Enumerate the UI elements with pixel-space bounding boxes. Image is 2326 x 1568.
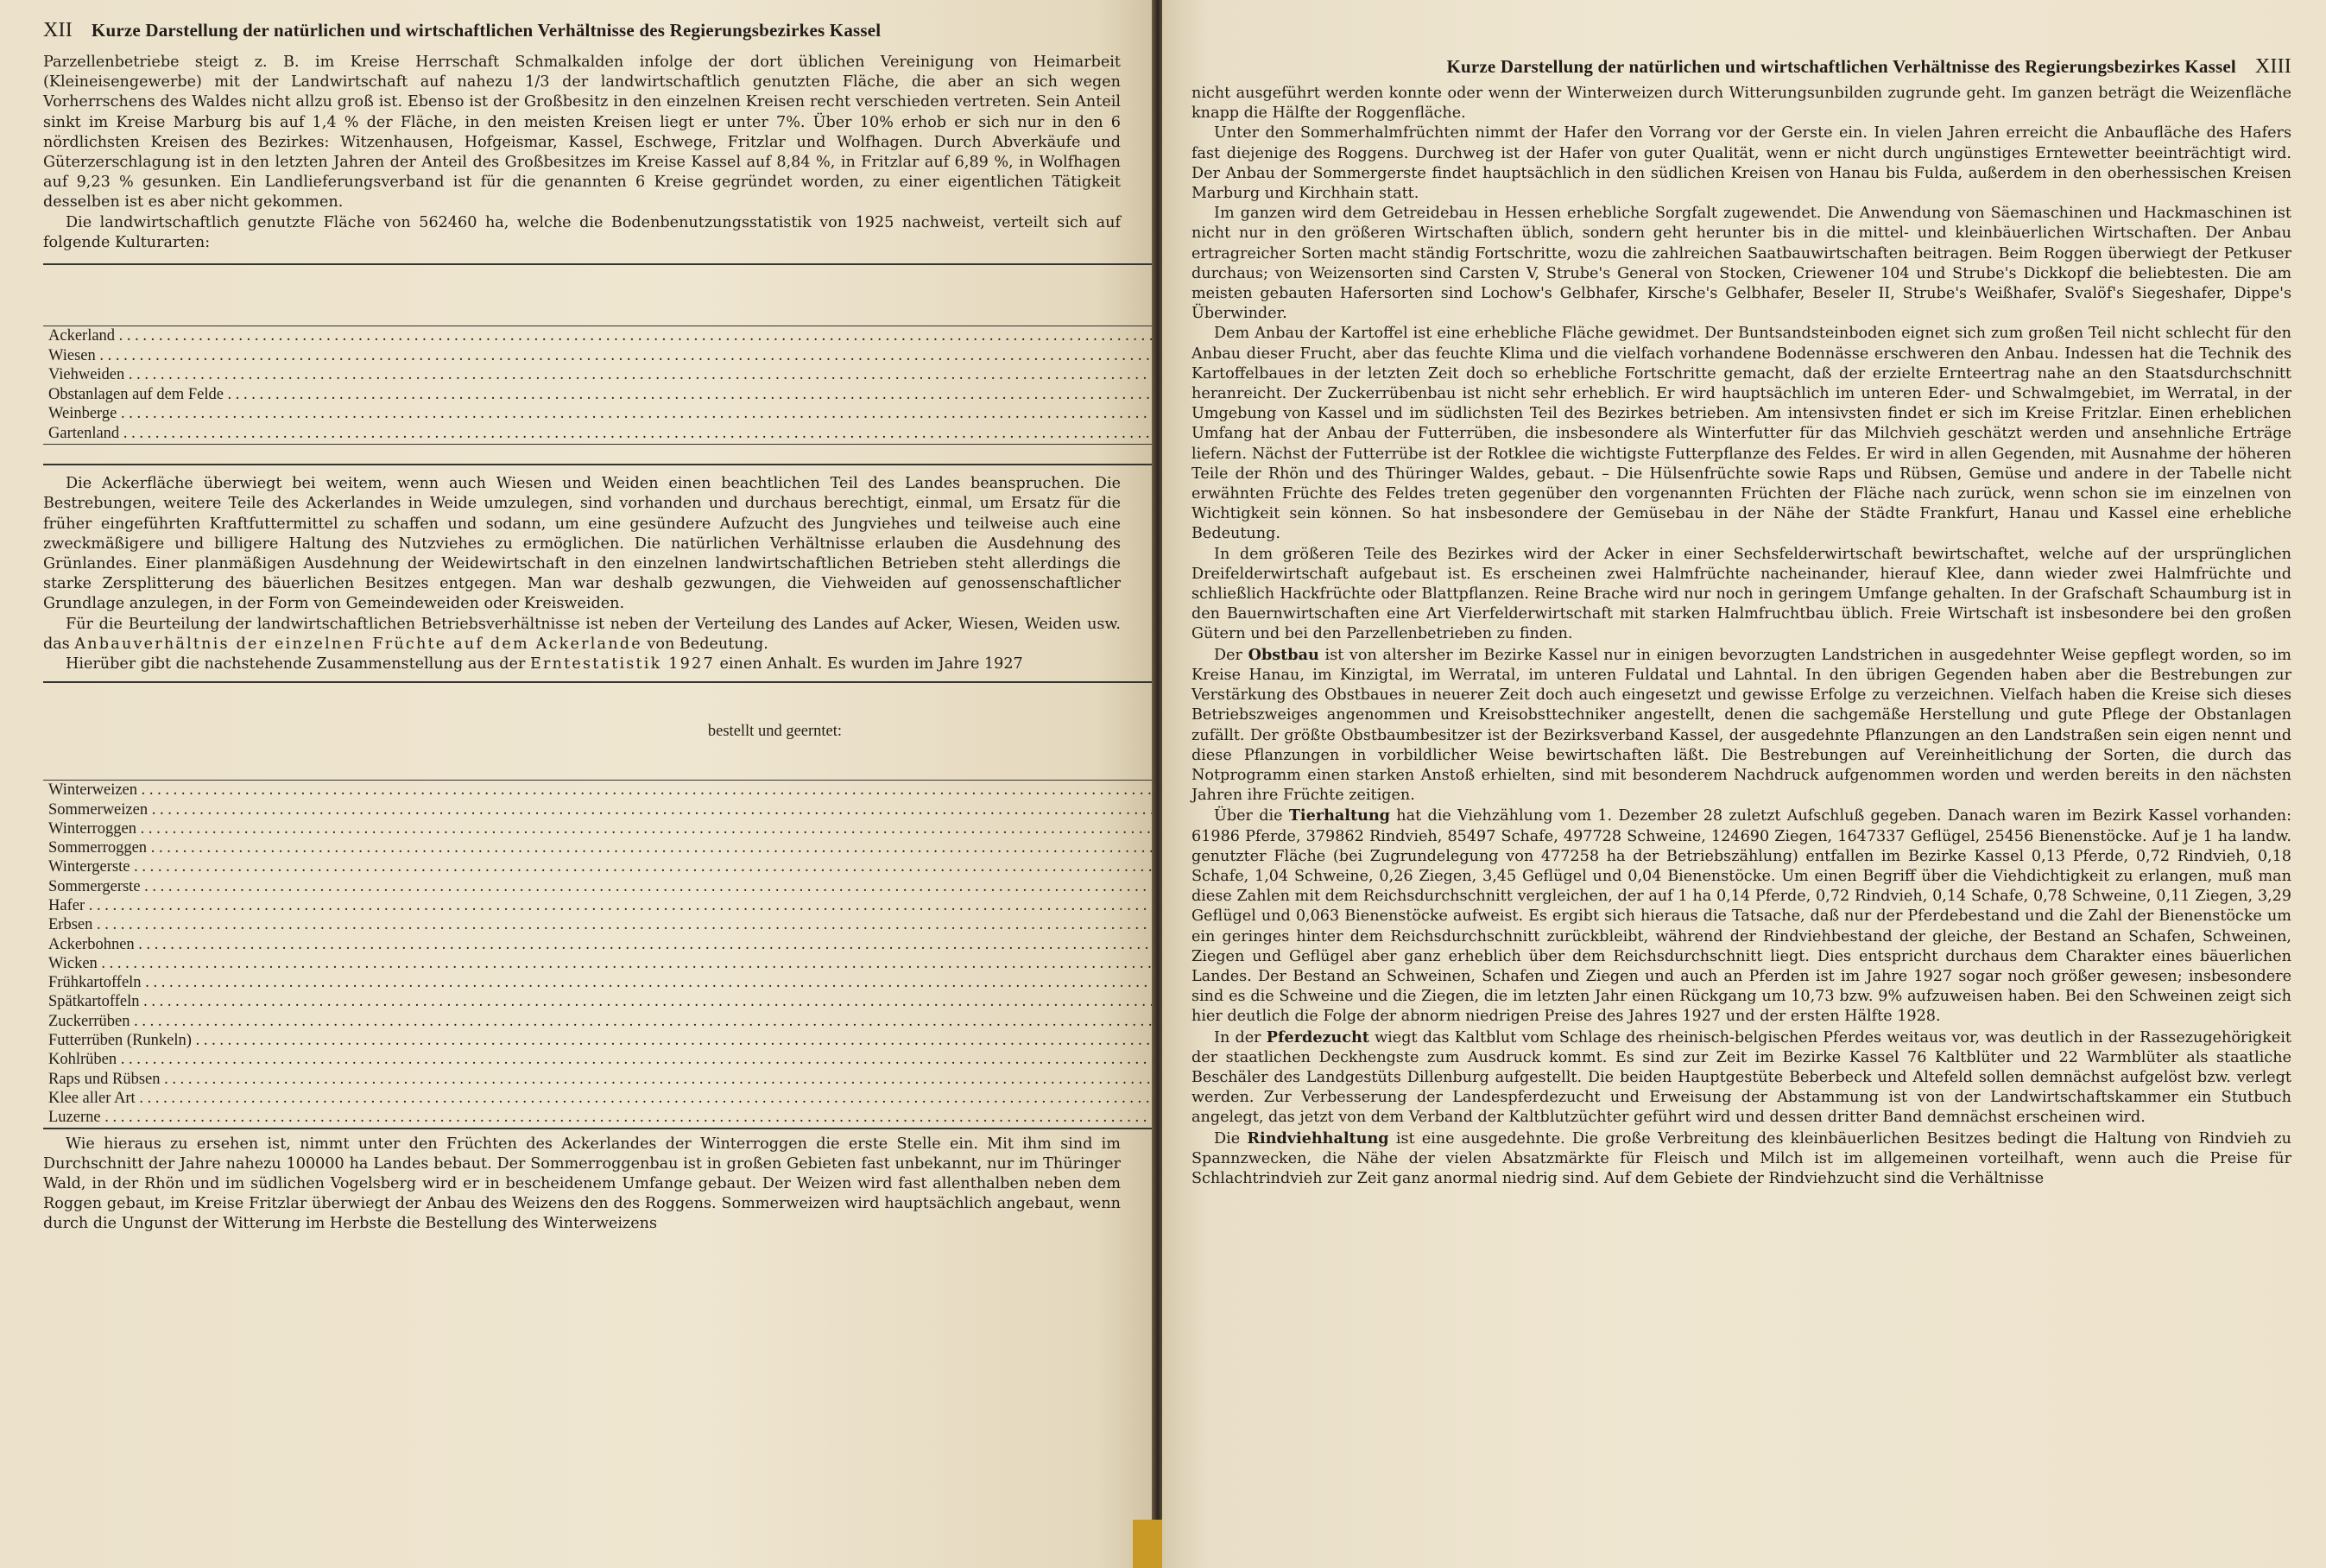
land-use-label: Viehweiden . . . [43,365,1155,385]
harvest-crop: Frühkartoffeln . . . [43,973,1155,992]
harvest-row [43,1070,1155,1089]
harvest-crop: Winterweizen . . . [43,781,1155,800]
land-use-label: Gartenland . . . [43,424,1155,444]
land-use-label: Ackerland . . . [43,326,1155,346]
sum-label [43,444,1155,465]
harvest-row [43,1031,1155,1050]
right-page-number: XIII [2254,55,2291,78]
right-paragraph-3: Im ganzen wird dem Getreidebau in Hessen erhebliche Sorgfalt zugewendet. Die Anwendung von Säemaschinen und Hackmaschinen ist nicht nur in den größeren Wirtschaften üblich, sondern geht herunter bis in die mittel- und kleinbäuerlichen Wirtschaften. Der Anbau ertragreicher Sorten macht ständig Fortschritte, wozu die zahlreichen Saatbauwirtschaften beitragen. Beim Roggen überwiegt der Petkuser durchaus; von Weizensorten sind Carsten V, Strube's General von Stocken, Criewener 104 und Strube's Dickkopf die beliebtesten. Die am meisten gebauten Hafersorten sind Lochow's Gelbhafer, Kirsche's Gelbhafer, Beseler II, Strube's Weißhafer, Svalöf's Siegeshafer, Dippe's Überwinder. [1191,205,2291,323]
harvest-crop: Wintergerste . . . [43,857,1155,876]
harvest-row [43,857,1155,876]
harvest-crop: Wicken . . . [43,954,1155,973]
harvest-crop: Spätkartoffeln . . . [43,992,1155,1011]
harvest-row [43,992,1155,1011]
harvest-row [43,973,1155,992]
harvest-crop: Hafer . . . [43,896,1155,915]
land-use-row [43,365,1155,385]
harvest-crop: Winterroggen . . . [43,819,1155,838]
harvest-crop: Ackerbohnen . . . [43,935,1155,954]
land-use-sum-row [43,444,1155,465]
left-running-title: Kurze Darstellung der natürlichen und wirtschaftlichen Verhältnisse des Regierungsbezirkes Kassel [91,20,882,41]
harvest-row [43,1050,1155,1069]
land-use-row [43,326,1155,346]
land-use-row [43,385,1155,405]
left-paragraph-2: Die landwirtschaftlich genutzte Fläche von 562460 ha, welche die Bodenbenutzungsstatistik von 1925 nachweist, verteilt sich auf folgende Kulturarten: [43,213,1121,251]
right-paragraph-5: In dem größeren Teile des Bezirkes wird der Acker in einer Sechsfelderwirtschaft bewirtschaftet, welche auf der ursprünglichen Dreifelderwirtschaft aufgebaut ist. Es erscheinen zwei Halmfrüchte nacheinander, hierauf Klee, dann wieder zwei Halmfrüchte und schließlich Hackfrüchte oder Blattpflanzen. Reine Brache wird nur noch in geringem Umfange gehalten. In der Grafschaft Schaumburg ist in den Bauernwirtschaften eine Art Vierfelderwirtschaft mit starken Halmfruchtbau üblich. Freie Wirtschaft ist insbesondere bei den großen Gütern und bei den Parzellenbetrieben zu finden. [1191,545,2291,643]
harvest-crop: Luzerne . . . [43,1108,1155,1128]
left-page [0,0,1155,1568]
land-use-label: Wiesen . . . [43,346,1155,366]
left-paragraph-1: Parzellenbetriebe steigt z. B. im Kreise Herrschaft Schmalkalden infolge der dort üblichen Vereinigung von Heimarbeit (Kleineisengewerbe) mit der Landwirtschaft auf nahezu 1/3 der landwirtschaftlich genutzten Fläche, die aber an sich wegen Vorherrschens des Waldes nicht allzu groß ist. Ebenso ist der Großbesitz in den einzelnen Kreisen recht verschieden vertreten. Sein Anteil sinkt im Kreise Marburg bis auf 1,4 % der Fläche, in den meisten Kreisen liegt er unter 7%. Über 10% erhob er sich nur in den 6 nördlichsten Kreisen des Bezirkes: Witzenhausen, Hofgeismar, Kassel, Eschwege, Fritzlar und Wolfhagen. Durch Abverkäufe und Güterzerschlagung ist in den letzten Jahren der Anteil des Großbesitzes im Kreise Kassel auf 8,84 %, in Fritzlar auf 6,89 %, in Wolfhagen auf 9,23 % gesunken. Ein Landlieferungsverband ist für die genannten 6 Kreise gegründet worden, zu einer eigentlichen Tätigkeit desselben ist es aber nicht gekommen. [43,54,1121,212]
right-paragraph-6: Der Obstbau ist von altersher im Bezirke Kassel nur in einigen bevorzugten Landstrichen in ausgedehnter Weise gepflegt worden, so im Kreise Hanau, im Kinzigtal, im Werratal, im unteren Fuldatal und Lahntal. In den übrigen Gegenden haben aber die Bestrebungen zur Verstärkung des Obstbaues in neuerer Zeit doch auch eingesetzt und gewisse Erfolge zu verzeichnen. Vielfach haben die Kreise sich dieses Betriebszweiges angenommen und Kreisobsttechniker angestellt, denen die sachgemäße Herstellung und gute Pflege der Obstanlagen zufällt. Der größte Obstbaumbesitzer ist der Bezirksverband Kassel, der ausgedehnte Pflanzungen an den Landstraßen sein eigen nennt und diese Pflanzungen in vorbildlicher Weise bewirtschaften läßt. Die Bestrebungen auf Vereinheitlichung der Sorten, die durch das Notprogramm einen starken Anstoß erhielten, sind mit besonderem Nachdruck aufgenommen worden und werden bereits in den nächsten Jahren ihre Früchte zeitigen. [1191,645,2291,805]
harvest-crop: Zuckerrüben . . . [43,1012,1155,1031]
right-paragraph-8: In der Pferdezucht wiegt das Kaltblut vom Schlage des rheinisch-belgischen Pferdes weitaus vor, was deutlich in der Rassezugehörigkeit der staatlichen Deckhengste zum Ausdruck kommt. Es sind zur Zeit im Bezirke Kassel 76 Kaltblüter und 22 Warmblüter als staatliche Beschäler des Landgestüts Dillenburg aufgestellt. Die beiden Hauptgestüte Beberbeck und Altefeld sollen demnächst aufgelöst bzw. verlegt werden. Zur Verbesserung der Landespferdezucht und Erweisung der Abstammung ist von der Landwirtschaftskammer ein Stutbuch angelegt, das jetzt von dem Verband der Kaltblutzüchter geführt wird und dessen dritter Band demnächst erscheinen wird. [1191,1027,2292,1127]
right-running-title: Kurze Darstellung der natürlichen und wirtschaftlichen Verhältnisse des Regierungsbezirkes Kassel [1446,56,2236,77]
harvest-row [43,1108,1155,1128]
land-use-table [43,263,1155,465]
harvest-rows [43,781,1155,1129]
land-use-label: Obstanlagen auf dem Felde . . . [43,385,1155,405]
harvest-row [43,915,1155,934]
left-running-head [43,19,1121,42]
left-paragraph-5: Hierüber gibt die nachstehende Zusammenstellung aus der Erntestatistik 1927 einen Anhalt. Es wurden im Jahre 1927 [66,655,1023,673]
right-paragraph-9: Die Rindviehhaltung ist eine ausgedehnte. Die große Verbreitung des kleinbäuerlichen Besitzes bedingt die Haltung von Rindvieh zu Spannzwecken, die Nähe der vielen Absatzmärkte für Fleisch und Milch ist im allgemeinen vorteilhaft, wenn auch die Preise für Schlachtrindvieh zur Zeit ganz anormal niedrig sind. Auf dem Gebiete der Rindviehzucht sind die Verhältnisse [1191,1129,2292,1187]
harvest-row [43,800,1155,819]
land-use-label: Weinberge . . . [43,404,1155,424]
left-paragraph-6: Wie hieraus zu ersehen ist, nimmt unter den Früchten des Ackerlandes der Winterroggen die erste Stelle ein. Mit ihm sind im Durchschnitt der Jahre nahezu 100000 ha Landes bebaut. Der Sommerroggenbau ist in großen Gebieten fast unbekannt, nur im Thüringer Wald, in der Rhön und im südlichen Vogelsberg wird er in bescheidenem Umfange gebaut. Der Weizen wird fast allenthalben neben dem Roggen gebaut, im Kreise Fritzlar überwiegt der Anbau des Weizens den des Roggens. Sommerweizen wird hauptsächlich angebaut, wenn durch die Ungunst der Witterung im Herbste die Bestellung des Winterweizens [43,1135,1121,1233]
land-use-row [43,424,1155,444]
harvest-table [43,681,1155,1129]
right-paragraph-4: Dem Anbau der Kartoffel ist eine erhebliche Fläche gewidmet. Der Buntsandsteinboden eignet sich zum großen Teil nicht schlecht für den Anbau dieser Frucht, aber das feuchte Klima und die vielfach vorhandene Bodennässe erschweren den Anbau. Indessen hat die Technik des Kartoffelbaues in der letzten Zeit doch so erhebliche Fortschritte gemacht, daß der erzielte Ernteertrag nahe an den Staatsdurchschnitt heranreicht. Der Zuckerrübenbau ist nicht sehr erheblich. Er wird hauptsächlich im unteren Eder- und Schwalmgebiet, im Werratal, in der Umgebung von Kassel und im südlichsten Teil des Bezirkes betrieben. Am intensivsten findet er sich im Kreise Fritzlar. Einen erheblichen Umfang hat der Anbau der Futterrüben, die insbesondere als Winterfutter für das Milchvieh geschätzt werden und ansehnliche Erträge liefern. Nächst der Futterrübe ist der Rotklee die wichtigste Futterpflanze des Feldes. Er wird in allen Gegenden, mit Ausnahme der höheren Teile der Rhön und des Thüringer Waldes, gebaut. – Die Hülsenfrüchte sowie Raps und Rübsen, Gemüse und andere in der Tabelle nicht erwähnten Früchte des Feldes treten gegenüber den vorgenannten Früchten der Fläche nach zurück, wenn schon sie im einzelnen von Wichtigkeit sein können. So hat insbesondere der Gemüsebau in der Nähe der Städte Frankfurt, Hanau und Kassel eine erhebliche Bedeutung. [1191,325,2291,543]
harvest-row [43,877,1155,896]
keyword-obstbau: Obstbau [1248,645,1319,664]
harvest-crop: Raps und Rübsen . . . [43,1070,1155,1089]
right-page [1162,0,2326,1568]
harvest-row [43,1012,1155,1031]
keyword-rindviehhaltung: Rindviehhaltung [1247,1129,1389,1148]
harvest-row [43,935,1155,954]
harvest-crop: Sommergerste . . . [43,877,1155,896]
harvest-crop: Klee aller Art . . . [43,1089,1155,1108]
land-use-row [43,346,1155,366]
harvest-row [43,896,1155,915]
right-paragraph-1: nicht ausgeführt werden konnte oder wenn der Winterweizen durch Witterungsunbilden zugrunde geht. Im ganzen beträgt die Weizenfläche knapp die Hälfte der Roggenfläche. [1191,85,2291,123]
harvest-row [43,838,1155,857]
land-use-rows [43,326,1155,465]
harvest-row [43,781,1155,800]
left-paragraph-4: Für die Beurteilung der landwirtschaftlichen Betriebsverhältnisse ist neben der Verteilung des Landes auf Acker, Wiesen, Weiden usw. das Anbauverhältnis der einzelnen Früchte auf dem Ackerlande von Bedeutung. [43,615,1121,653]
harvest-crop: Sommerweizen . . . [43,800,1155,819]
harvest-row [43,954,1155,973]
harvest-crop: Futterrüben (Runkeln) . . . [43,1031,1155,1050]
left-paragraph-3: Die Ackerfläche überwiegt bei weitem, wenn auch Wiesen und Weiden einen beachtlichen Teil des Landes beanspruchen. Die Bestrebungen, weitere Teile des Ackerlandes in Weide umzulegen, sind vorhanden und durchaus berechtigt, einmal, um Ersatz für die früher eingeführten Kraftfuttermittel zu schaffen und sodann, um eine gesündere Aufzucht des Jungviehes und teilweise auch eine zweckmäßigere und billigere Haltung des Nutzviehes zu ermöglichen. Die natürlichen Verhältnisse erlauben die Ausdehnung des Grünlandes. Einer planmäßigen Ausdehnung der Weidewirtschaft in den einzelnen landwirtschaftlichen Betrieben steht allerdings die starke Zersplitterung des bäuerlichen Besitzes entgegen. Man war deshalb gezwungen, die Viehweiden auf genossenschaftlicher Grundlage anzulegen, in der Form von Gemeindeweiden oder Kreisweiden. [43,475,1121,613]
harvest-crop: Kohlrüben . . . [43,1050,1155,1069]
harvest-row [43,1089,1155,1108]
harvest-row [43,819,1155,838]
right-running-head [1191,55,2291,79]
keyword-pferdezucht: Pferdezucht [1266,1027,1369,1046]
right-paragraph-2: Unter den Sommerhalmfrüchten nimmt der Hafer den Vorrang vor der Gerste ein. In vielen Jahren erreicht die Anbaufläche des Hafers fast diejenige des Roggens. Durchweg ist der Hafer von guter Qualität, wenn er nicht durch ungünstiges Erntewetter beeinträchtigt wird. Der Anbau der Sommergerste findet hauptsächlich in den südlichen Kreisen von Hanau bis Fulda, außerdem in den oberhessischen Kreisen Marburg und Kirchhain statt. [1191,124,2291,203]
harvest-crop: Erbsen . . . [43,915,1155,934]
col-crop-header: bestellt und geerntet: [43,682,1155,781]
land-use-row [43,404,1155,424]
harvest-crop: Sommerroggen . . . [43,838,1155,857]
right-paragraph-7: Über die Tierhaltung hat die Viehzählung vom 1. Dezember 28 zuletzt Aufschluß gegeben. Danach waren im Bezirk Kassel vorhanden: 61986 Pferde, 379862 Rindvieh, 85497 Schafe, 497728 Schweine, 124690 Ziegen, 1647337 Geflügel, 25456 Bienenstöcke. Auf je 1 ha landw. genutzter Fläche (bei Zugrundelegung von 477258 ha der Betriebszählung) entfallen im Bezirke Kassel 0,13 Pferde, 0,72 Rindvieh, 0,18 Schafe, 1,04 Schweine, 0,26 Ziegen, 3,45 Geflügel und 0,04 Bienenstöcke. Um einen Begriff über die Viehdichtigkeit zu erlangen, muß man diese Zahlen mit dem Reichsdurchschnitt vergleichen, der auf 1 ha 0,14 Pferde, 0,72 Rindvieh, 0,14 Schafe, 0,78 Schweine, 0,11 Ziegen, 3,29 Geflügel und 0,063 Bienenstöcke aufweist. Es ergibt sich hieraus die Tatsache, daß nur der Pferdebestand und die Zahl der Bienenstöcke um ein geringes hinter dem Reichsdurchschnitt zurückbleibt, während der Rindviehbestand der gleiche, der Bestand an Schafen, Schweinen, Ziegen und Geflügel aber ganz erheblich über dem Reichsdurchschnitt liegt. Dies entspricht durchaus dem Charakter eines bäuerlichen Landes. Der Bestand an Schweinen, Schafen und Ziegen und auch an Pferden ist im Jahre 1927 sogar noch größer gewesen; insbesondere sind es die Schweine und die Ziegen, die im letzten Jahr einen Rückgang um 10,73 bzw. 9% aufzuweisen haben. Bei den Schweinen zeigt sich hier deutlich die Folge der abnorm niedrigen Preise des Jahres 1927 und der ersten Hälfte 1928. [1191,806,2292,1026]
keyword-tierhaltung: Tierhaltung [1288,806,1390,825]
left-page-number: XII [43,19,73,41]
